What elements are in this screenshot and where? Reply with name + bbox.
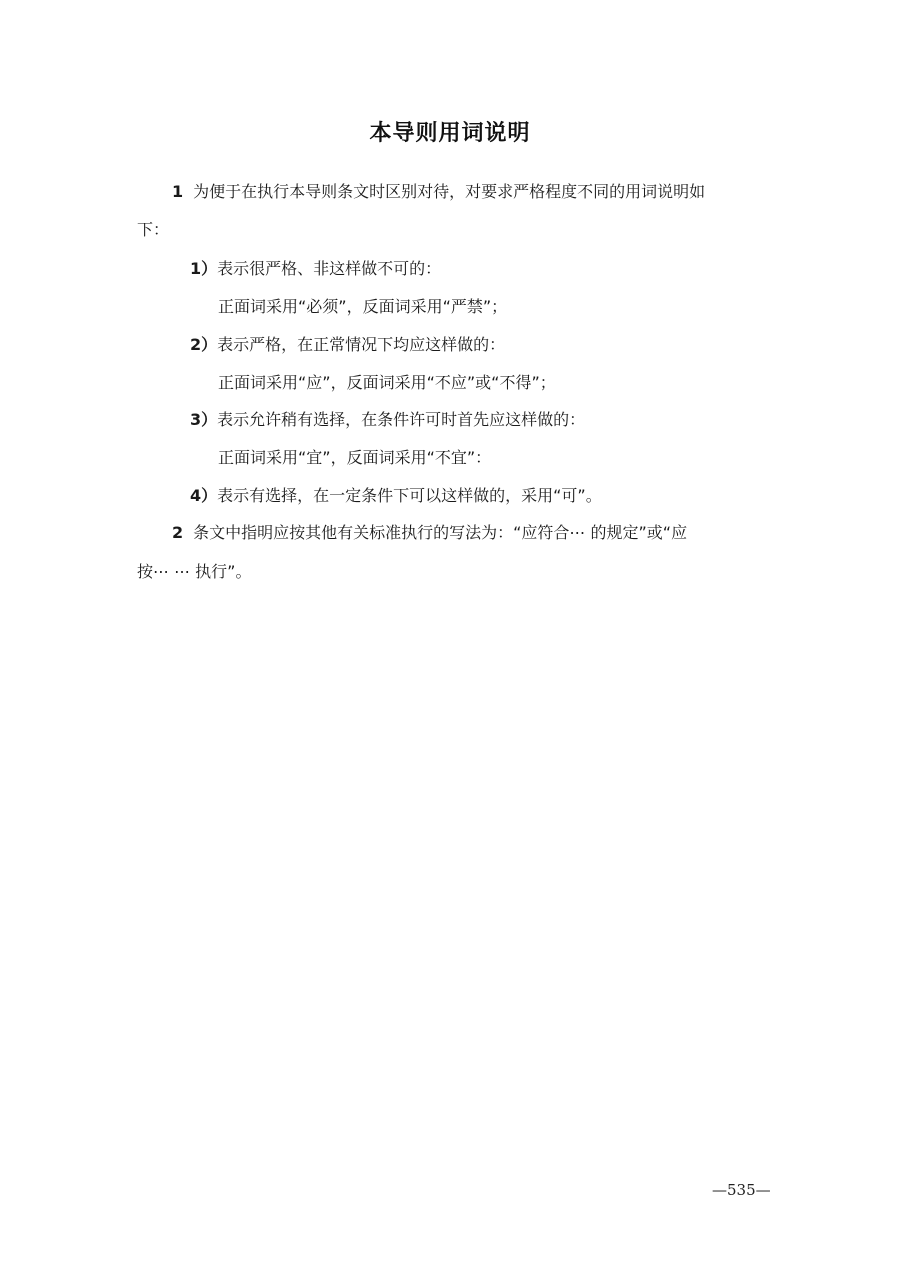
item-1-detail: 正面词采用“必须”，反面词采用“严禁”；: [218, 297, 508, 316]
clause-2-text-line-1: 条文中指明应按其他有关标准执行的写法为：“应符合⋯ 的规定”或“应: [193, 523, 688, 542]
clause-2-line-2: [137, 562, 251, 582]
page-title: 本导则用词说明: [369, 121, 531, 146]
item-2-heading: 表示严格，在正常情况下均应这样做的：: [217, 335, 506, 354]
clause-2-line-1: [172, 523, 687, 543]
item-3-label: 3）: [190, 410, 218, 429]
list-item: [190, 335, 505, 355]
page-number: —535—: [712, 1181, 771, 1199]
clause-1-line-1: [172, 182, 705, 202]
list-item: [190, 259, 441, 279]
item-2-detail: 正面词采用“应”，反面词采用“不应”或“不得”；: [218, 373, 556, 392]
clause-1-text-line-2: 下：: [137, 220, 170, 239]
item-3-heading: 表示允许稍有选择，在条件许可时首先应这样做的：: [217, 410, 586, 429]
item-1-heading: 表示很严格、非这样做不可的：: [217, 259, 442, 278]
item-1-label: 1）: [190, 259, 218, 278]
clause-2-number: 2: [172, 523, 184, 542]
item-3-detail: 正面词采用“宜”，反面词采用“不宜”：: [218, 448, 492, 467]
clause-1-line-2: [137, 220, 169, 240]
list-item: [190, 486, 602, 506]
item-4-heading: 表示有选择，在一定条件下可以这样做的，采用“可”。: [217, 486, 602, 505]
item-2-label: 2）: [190, 335, 218, 354]
item-4-label: 4）: [190, 486, 218, 505]
list-item: [190, 410, 585, 430]
clause-1-number: 1: [172, 182, 184, 201]
clause-1-text-line-1: 为便于在执行本导则条文时区别对待，对要求严格程度不同的用词说明如: [193, 182, 706, 201]
clause-2-text-line-2: 按⋯ ⋯ 执行”。: [137, 562, 252, 581]
